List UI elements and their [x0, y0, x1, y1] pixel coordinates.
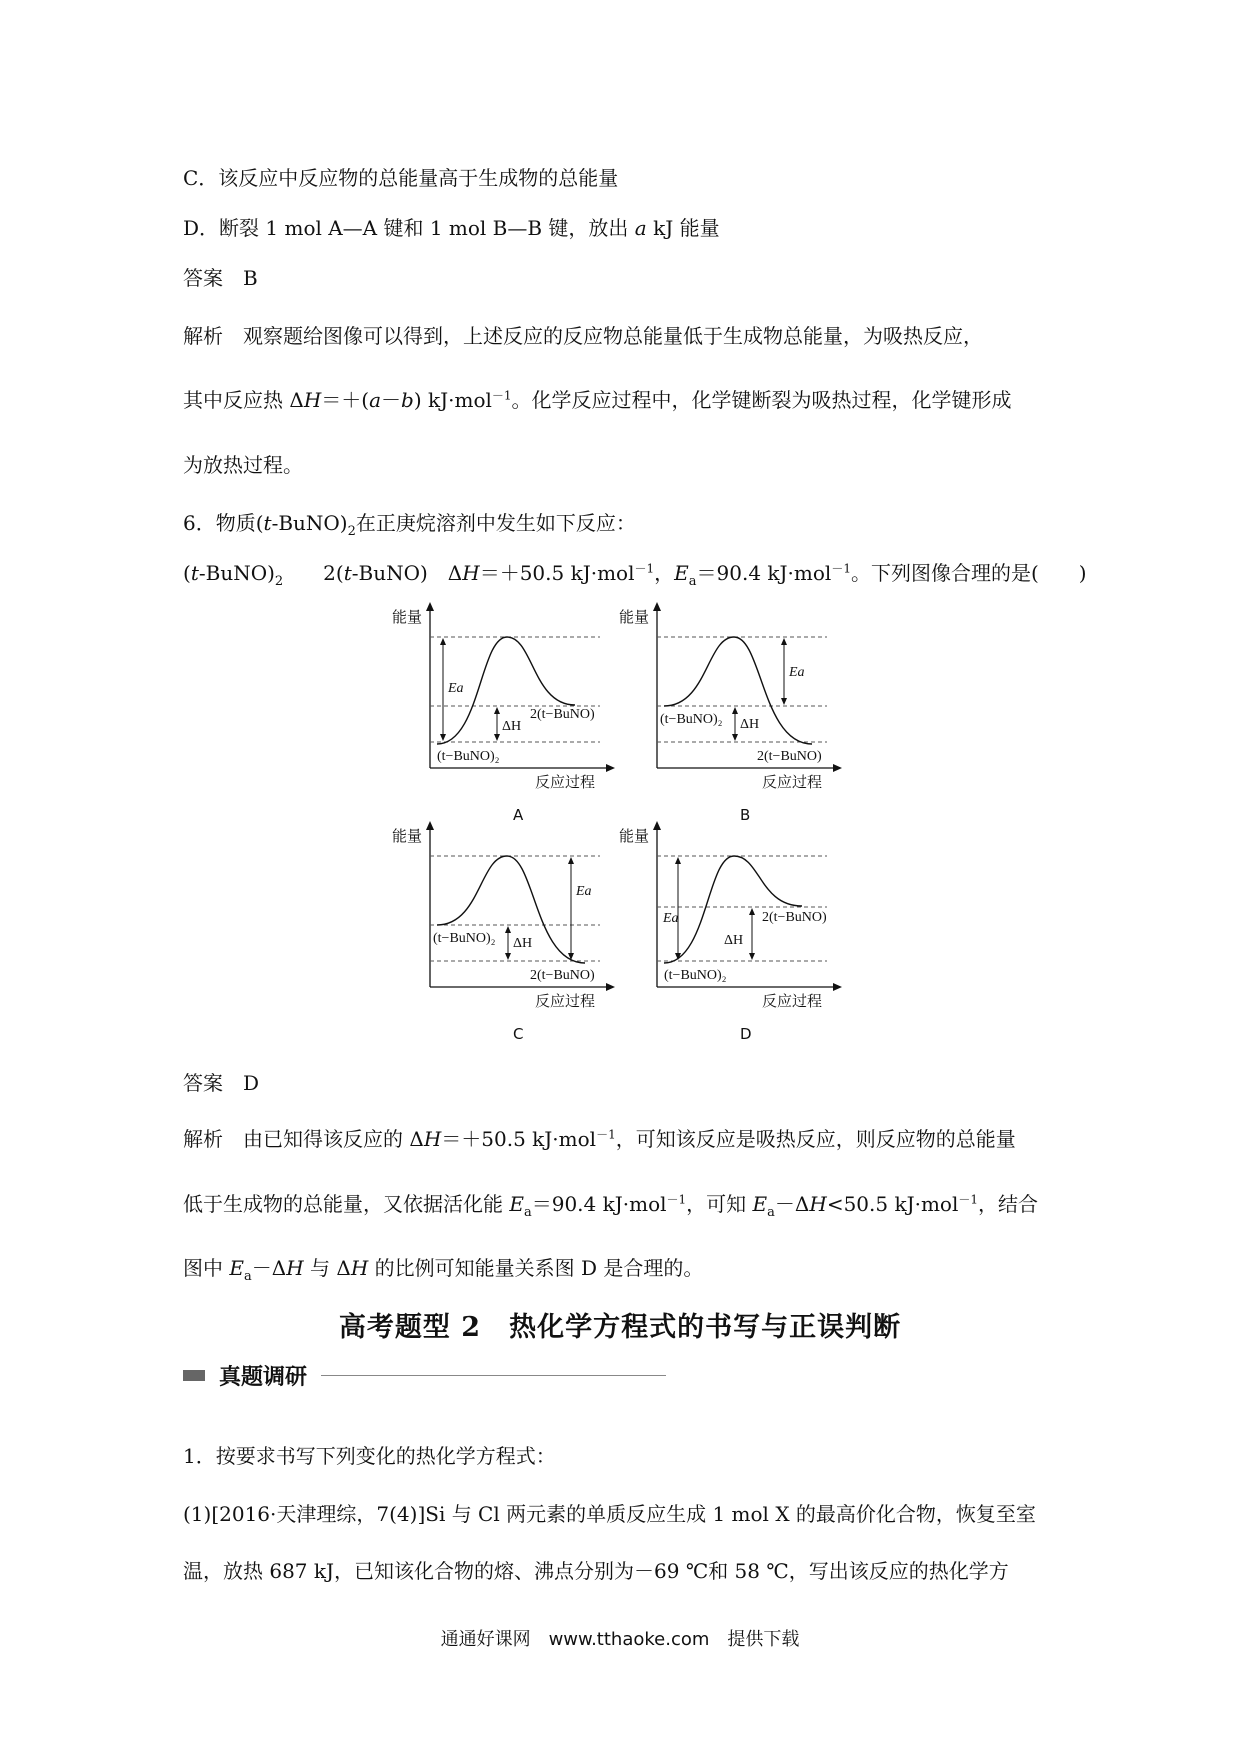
y-axis-label: 能量	[619, 827, 650, 845]
reactant-label: (t−BuNO)₂	[660, 712, 723, 727]
answer-1: 答案 B	[183, 266, 258, 290]
answer-2: 答案 D	[183, 1071, 260, 1095]
caption-d: D	[740, 1025, 752, 1042]
product-label: 2(t−BuNO)	[762, 910, 827, 925]
analysis-1-line-1: 解析 观察题给图像可以得到，上述反应的反应物总能量低于生成物总能量，为吸热反应，	[183, 324, 983, 348]
product-label: 2(t−BuNO)	[530, 968, 595, 983]
x-axis-label: 反应过程	[535, 773, 596, 791]
caption-b: B	[740, 806, 751, 823]
x-axis-label: 反应过程	[762, 992, 823, 1010]
x-axis-label: 反应过程	[535, 992, 596, 1010]
energy-curve	[437, 856, 585, 963]
dh-label: ΔH	[724, 933, 744, 948]
section-bar	[183, 1360, 666, 1391]
caption-a: A	[513, 806, 524, 823]
dh-label: ΔH	[513, 936, 533, 951]
section-title: 真题调研	[219, 1364, 308, 1390]
energy-curve	[664, 637, 812, 744]
ea-label: Ea	[576, 884, 592, 899]
option-c: C．该反应中反应物的总能量高于生成物的总能量	[183, 166, 619, 190]
analysis-2-line-2: 低于生成物的总能量，又依据活化能 $E_a=90.4$ kJ·mol$^{-1}$，可知 $E_a-\Delta H<50.5$ kJ·mol$^{-1}$，结合	[183, 1192, 1038, 1220]
question-6-line-2: $(t-BuNO)_2$ 2(t-BuNO) ΔH＝＋50.5 kJ·mol$^{-1}$，$E_a=90.4$ kJ·mol$^{-1}$。下列图像合理的是( )	[183, 561, 1087, 589]
y-axis-label: 能量	[392, 608, 423, 626]
section-marker	[183, 1370, 205, 1381]
analysis-1-line-2: 其中反应热 ΔH＝＋(a－b) kJ·mol$^{-1}$。化学反应过程中，化学键断裂为吸热过程，化学键形成	[183, 388, 1012, 412]
ea-label: Ea	[789, 665, 805, 680]
dh-label: ΔH	[502, 719, 522, 734]
analysis-2-line-3: 图中 $E_a-\Delta H$ 与 ΔH 的比例可知能量关系图 D 是合理的。	[183, 1256, 704, 1284]
analysis-2-line-1: 解析 由已知得该反应的 ΔH＝＋50.5 kJ·mol$^{-1}$，可知该反应是吸热反应，则反应物的总能量	[183, 1127, 1016, 1151]
reactant-label: (t−BuNO)₂	[437, 749, 500, 764]
section-rule	[321, 1375, 666, 1376]
reactant-label: (t−BuNO)₂	[664, 968, 727, 983]
product-label: 2(t−BuNO)	[530, 707, 595, 722]
y-axis-label: 能量	[619, 608, 650, 626]
energy-diagram-a	[385, 598, 625, 823]
page-footer: 通通好课网 www.tthaoke.com 提供下载	[440, 1629, 800, 1650]
section-heading: 高考题型 2 热化学方程式的书写与正误判断	[338, 1312, 902, 1343]
ea-label: Ea	[448, 681, 464, 696]
question-1-part-1-line-1: (1)[2016·天津理综，7(4)]Si 与 Cl 两元素的单质反应生成 1 mol X 的最高价化合物，恢复至室	[183, 1502, 1036, 1526]
energy-diagram-d	[612, 817, 852, 1042]
question-1: 1．按要求书写下列变化的热化学方程式：	[183, 1444, 556, 1468]
ea-label: Ea	[663, 911, 679, 926]
question-1-part-1-line-2: 温，放热 687 kJ，已知该化合物的熔、沸点分别为－69 ℃和 58 ℃，写出该反应的热化学方	[183, 1559, 1009, 1583]
y-axis-label: 能量	[392, 827, 423, 845]
analysis-1-line-3: 为放热过程。	[183, 453, 303, 477]
option-d: D．断裂 1 mol A—A 键和 1 mol B—B 键，放出 a kJ 能量	[183, 216, 720, 240]
dh-label: ΔH	[740, 717, 760, 732]
question-6-line-1: 6．物质$(t-BuNO)_2$在正庚烷溶剂中发生如下反应：	[183, 511, 636, 539]
reactant-label: (t−BuNO)₂	[433, 931, 496, 946]
product-label: 2(t−BuNO)	[757, 749, 822, 764]
caption-c: C	[513, 1025, 524, 1042]
energy-diagram-c	[385, 817, 625, 1042]
x-axis-label: 反应过程	[762, 773, 823, 791]
energy-diagram-b	[612, 598, 852, 823]
